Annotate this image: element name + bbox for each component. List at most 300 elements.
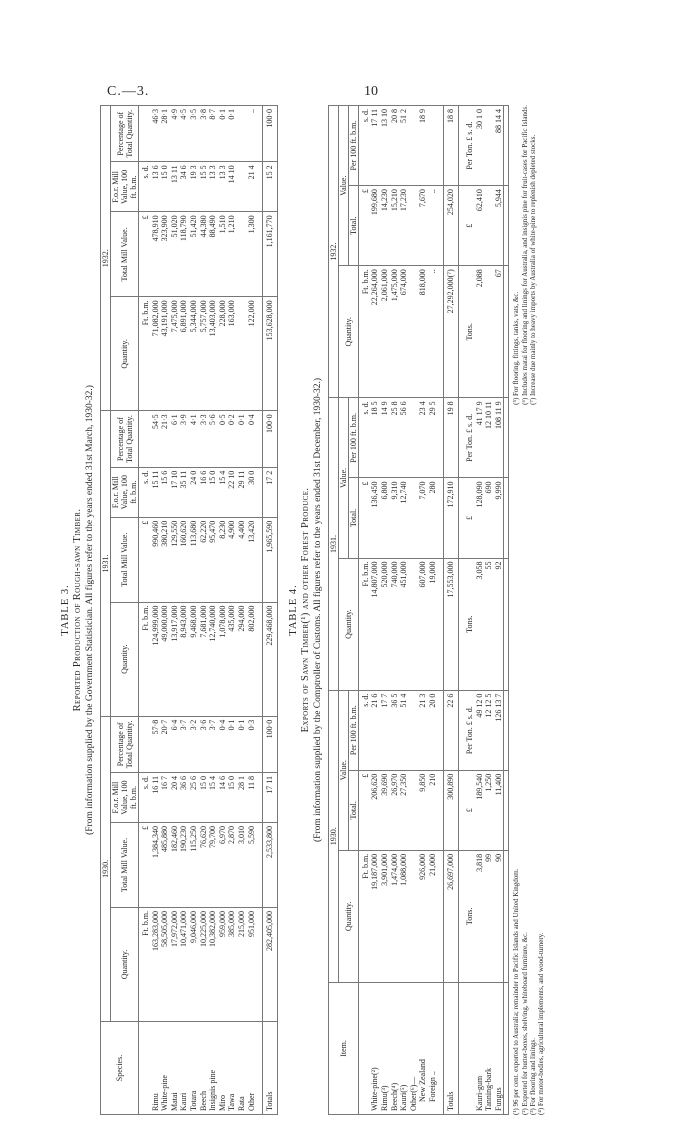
table4-cell [428,106,438,186]
table4-cell: 15,210 [390,186,400,266]
table3-cell: 30 0 [247,467,257,517]
table3-cell: 485,880 [160,823,170,908]
table3-row [151,106,161,1115]
table3-cell: 3·8 [199,106,209,162]
table3-species-header: Species. [101,1022,139,1115]
table4-cell: 30 1 0 [475,106,485,186]
table4-unit-cell: s. d. [358,106,370,186]
table4-cell: 92 [494,558,504,690]
table4-totals-row [444,106,459,1115]
table3-fob-value-header: F.o.r. Mill Value, 100 ft. b.m. [111,773,139,823]
spacer-cell [504,398,509,478]
table4-cell: 740,000 [390,558,400,690]
table3-cell: 118,790 [179,212,189,297]
table3-cell: 16 7 [160,773,170,823]
table4-cell: 41 17 9 [475,398,485,478]
table3-unit-cell [139,106,151,162]
table4-cell: 206,620 [370,770,380,850]
table3-cell: 15 11 [151,467,161,517]
table4-cell: 3,058 [475,558,485,690]
spacer-cell [504,850,509,982]
table4-unit-row-2 [465,106,475,1115]
table4-cell: 14,230 [380,186,390,266]
table3-year-1931: 1931. [101,411,111,716]
table3-cell: 8·7 [208,106,218,162]
table4-cell: 21 6 [370,690,380,770]
table3-cell: 13 3 [208,162,218,212]
table3-cell: 323,900 [160,212,170,297]
table3-cell: 21·3 [160,411,170,467]
table3-species-cell: Totara [189,1022,199,1115]
table3-cell: 57·8 [151,716,161,772]
table3-unit-cell: s. d. [139,162,151,212]
table4-item-cell: Foreign .. [428,982,438,1114]
table3-cell: 13 6 [151,162,161,212]
table3-year-1930: 1930. [101,716,111,1021]
table3-cell: .. [247,106,257,162]
table3-cell: 79,700 [208,823,218,908]
table3-cell: 6,891,000 [179,297,189,411]
table4-cell: 55 [484,558,494,690]
table4-cell [484,266,494,398]
table4-cell: 1,088,000 [399,850,409,982]
table4-cell: 49 12 0 [475,690,485,770]
table3-cell: 95,470 [208,517,218,602]
table3-cell: 122,000 [247,297,257,411]
table4-row [494,106,504,1115]
table3-cell: 190,230 [179,823,189,908]
footnote: (⁶) Includes matai for flooring and linings for Australia, and insignis pine for fruit-cases for Pacific Islands. [520,105,529,405]
table4-cell [409,266,419,398]
table4-cell: 26,697,000 [444,850,459,982]
spacer-cell [504,106,509,186]
table3-unit-row [139,106,151,1115]
table3-cell: 24 0 [189,467,199,517]
table3-cell: 3·6 [199,716,209,772]
footnote: (¹) 96 per cent. exported to Australia; remainder to Pacific Islands and United Kingdom. [512,868,521,1115]
table4-unit-cell: £ [465,186,475,266]
table4-cell [484,106,494,186]
table3-cell: 385,000 [227,907,237,1021]
table3-cell: 13 11 [170,162,180,212]
table4-cell: .. [428,186,438,266]
table3-cell: 54·5 [151,411,161,467]
table4-item-cell [465,982,475,1114]
table3 [100,105,278,1115]
table4-cell: 280 [428,478,438,558]
table3-cell: 129,550 [170,517,180,602]
table3-unit-cell: s. d. [139,467,151,517]
table3-quantity-header: Quantity. [111,907,139,1021]
table3-cell: 478,910 [151,212,161,297]
table4-cell: 3,901,000 [380,850,390,982]
table4-unit-cell: £ [358,770,370,850]
table3-number: TABLE 3. [60,584,71,636]
table4-item-cell: Rimu(³) [380,982,390,1114]
table3-cell: 160,620 [179,517,189,602]
table3-unit-cell [139,411,151,467]
table4-cell: 88 14 4 [494,106,504,186]
table3-cell: 13,403,000 [208,297,218,411]
table4-unit-cell: Ft. b.m. [358,850,370,982]
table4-cell: 520,000 [380,558,390,690]
table3-cell: 3·5 [189,106,199,162]
table4-cell: 607,000 [418,558,428,690]
table4-cell: 1,250 [484,770,494,850]
table3-cell: 76,620 [199,823,209,908]
table4-cell: 51 4 [399,690,409,770]
table4-row [418,106,428,1115]
table4-total-header: Total. [348,478,358,558]
table4-cell: 126 13 7 [494,690,504,770]
table4-cell: 690 [484,478,494,558]
table4-cell: 12 10 11 [484,398,494,478]
spacer-cell [504,266,509,398]
table4-item-cell: New Zealand [418,982,428,1114]
table3-cell: 3·7 [179,716,189,772]
table4-cell [409,186,419,266]
table4-cell: 128,090 [475,478,485,558]
table4-cell: 451,000 [399,558,409,690]
table3-cell: 29 11 [237,467,247,517]
table3-total-value-header: Total Mill Value. [111,212,139,297]
table3-cell: 71,082,000 [151,297,161,411]
table3-cell: 19 3 [189,162,199,212]
table3-cell: 6·4 [170,716,180,772]
table4-cell: 17,230 [399,186,409,266]
document-code: C.—3. [107,84,150,99]
spacer-cell [504,982,509,1114]
table3-percentage-header: Percentage of Total Quantity. [111,106,139,162]
table3-unit-cell: Ft. b.m. [139,297,151,411]
table4-item-cell: Totals [444,982,459,1114]
table4-year-1930: 1930. [328,690,338,982]
table4-value-header: Value. [338,398,348,558]
table3-species-cell: White-pine [160,1022,170,1115]
table3-cell: 51,420 [189,212,199,297]
table3-unit-cell: £ [139,823,151,908]
table4-cell: 17 11 [370,106,380,186]
table3-cell: 22 10 [227,467,237,517]
table3-cell: 17 10 [170,467,180,517]
table3-cell: 0·4 [247,411,257,467]
table4-cell [484,186,494,266]
table4-cell: 99 [484,850,494,982]
table3-cell: 17,972,000 [170,907,180,1021]
table4-cell: 36 5 [390,690,400,770]
table3-row [247,106,257,1115]
table3-cell: 9,046,000 [189,907,199,1021]
table4-cell: 56 6 [399,398,409,478]
table3-cell: 1,384,340 [151,823,161,908]
table4-unit-cell: Ft. b.m. [358,558,370,690]
table4-row [390,106,400,1115]
table4-year-1932: 1932. [328,106,338,398]
table3-unit-cell [139,716,151,772]
table3-cell: 14 10 [227,162,237,212]
table4-value-header: Value. [338,106,348,266]
table3-cell: 15 4 [218,467,228,517]
table4-number: TABLE 4. [287,584,299,636]
table3-cell: 20·7 [160,716,170,772]
spacer-cell [504,558,509,690]
table3-cell: 115,250 [189,823,199,908]
table3-cell: 36 6 [179,773,189,823]
table4-cell: 300,890 [444,770,459,850]
table3-cell: 12,740,000 [208,602,218,716]
table3-cell: 1,078,000 [218,602,228,716]
table3-cell: 5,757,000 [199,297,209,411]
table3-species-cell: Insignis pine [208,1022,218,1115]
table3-cell: 6,970 [218,823,228,908]
table4-unit-cell: Tons. [465,266,475,398]
table3-unit-cell: £ [139,517,151,602]
table3-cell: 21 4 [247,162,257,212]
table4-cell: 23 4 [418,398,428,478]
table4-cell: 12 12 5 [484,690,494,770]
table4-row [370,106,380,1115]
table3-cell: 49,000,000 [160,602,170,716]
table3-cell: 3·9 [179,411,189,467]
table3-cell: 10,382,000 [208,907,218,1021]
table3-cell: 15 4 [208,773,218,823]
table4-cell: 9,310 [390,478,400,558]
table4-cell: 1,475,000 [390,266,400,398]
table4-value-header: Value. [338,690,348,850]
table4-cell: 20 0 [428,690,438,770]
table3-cell: 1,510 [218,212,228,297]
table4-cell: 3,818 [475,850,485,982]
table3-row [179,106,189,1115]
table3-unit-cell: s. d. [139,773,151,823]
table4-cell: 2,061,000 [380,266,390,398]
table4-item-cell [358,982,370,1114]
table3-cell: 34 6 [179,162,189,212]
table4-item-cell: Kauri-gum [475,982,485,1114]
table4-cell: 27,292,000(⁷) [444,266,459,398]
table4-year-1931: 1931. [328,398,338,690]
table3-species-cell: Kauri [179,1022,189,1115]
table3-cell: 153,628,000 [263,297,278,411]
table4-cell: 7,070 [418,478,428,558]
table4-per100-header: Per 100 ft. b.m. [348,106,358,186]
footnote: (²) Exported for butter-boxes, shelving, whiteboard furniture, &c. [520,932,529,1115]
footnote: (³) For flooring and linings. [528,1038,537,1115]
table4-other-label-row [409,106,419,1115]
table3-species-cell: Beech [199,1022,209,1115]
table3-cell: 0·1 [218,106,228,162]
table3-cell: 435,000 [227,602,237,716]
table3-cell: 124,999,000 [151,602,161,716]
table3-cell: 4·9 [170,106,180,162]
table4-cell: 926,000 [418,850,428,982]
table4-cell: 19,187,000 [370,850,380,982]
table4-unit-cell: s. d. [358,690,370,770]
table4-cell: 90 [494,850,504,982]
table4-unit-cell: Tons. [465,558,475,690]
table3-species-cell: Rata [237,1022,247,1115]
table4-unit-cell: Per Ton. £ s. d. [465,398,475,478]
table4-cell: 254,020 [444,186,459,266]
table3-species-cell: Tawa [227,1022,237,1115]
table3-cell: 380,210 [160,517,170,602]
spacer-cell [504,690,509,770]
table4-cell [409,850,419,982]
table3-cell: 100·0 [263,411,278,467]
table4-cell: 210 [428,770,438,850]
table3-cell: 3·3 [199,411,209,467]
table3-cell: 951,000 [247,907,257,1021]
table4-cell [409,478,419,558]
table4-cell: 108 11 9 [494,398,504,478]
table3-cell: 100·0 [263,106,278,162]
table4-quantity-header: Quantity. [338,266,358,398]
table3-row [189,106,199,1115]
table3-cell: 44,380 [199,212,209,297]
footnote: (⁵) For flooring, fittings, tanks, vats, &c. [512,291,521,405]
table3-cell: 228,000 [218,297,228,411]
table3-cell: 163,283,000 [151,907,161,1021]
table3-cell [237,297,247,411]
table3-row [227,106,237,1115]
table3-cell: 10,225,000 [199,907,209,1021]
table3-subtitle: (From information supplied by the Government Statistician. All figures refer to the years ended 31st March, 1930-32.) [85,385,95,835]
table4-cell: 14 9 [380,398,390,478]
table4-cell: 674,000 [399,266,409,398]
table4-cell: .. [428,266,438,398]
table3-cell: 1,300 [247,212,257,297]
table4-row [428,106,438,1115]
table4-footnotes [512,105,545,1115]
table3-cell: 1,161,770 [263,212,278,297]
table4-cell [409,106,419,186]
table3-cell: 17 2 [263,467,278,517]
table3-cell: 5·6 [208,411,218,467]
table3-cell: 229,468,000 [263,602,278,716]
footnotes-left [512,869,545,1115]
table3-cell: 4,400 [237,517,247,602]
footnote: (⁷) Increase due mainly to heavy imports by Australia of white-pine to replenish depleted stocks. [528,134,537,405]
table3-cell: 802,000 [247,602,257,716]
table4-cell: 6,800 [380,478,390,558]
table4-unit-cell: Per Ton. £ s. d. [465,106,475,186]
table3-cell: 3,010 [237,823,247,908]
table3-cell: 25 6 [189,773,199,823]
table3-cell: 6·1 [170,411,180,467]
rotated-page-content [60,100,640,1120]
table4-subtitle: (From information supplied by the Comptroller of Customs. All figures refer to the years ended 31st December, 1930-32.) [312,378,323,842]
table3-cell: 51,020 [170,212,180,297]
table4-unit-cell: Tons. [465,850,475,982]
table4-unit-row [358,106,370,1115]
table3-cell: 13 3 [218,162,228,212]
table3-cell: 58,505,000 [160,907,170,1021]
table4-cell: 19,000 [428,558,438,690]
table4-cell [409,770,419,850]
table3-cell: 5,590 [247,823,257,908]
table4-cell: 1,474,000 [390,850,400,982]
table4-cell: 18 5 [370,398,380,478]
table3-fob-value-header: F.o.r. Mill Value, 100 ft. b.m. [111,467,139,517]
table3-cell: 0·1 [227,716,237,772]
table4-item-cell: Fungus [494,982,504,1114]
table3-cell: 7,681,000 [199,602,209,716]
table3-cell: 113,680 [189,517,199,602]
table3-species-cell: Other [247,1022,257,1115]
table3-cell: 3·2 [189,716,199,772]
table3-unit-cell: £ [139,212,151,297]
table3-cell: 1,965,590 [263,517,278,602]
table3-cell: 15 2 [263,162,278,212]
table3-fob-value-header: F.o.r. Mill Value, 100 ft. b.m. [111,162,139,212]
table3-cell: 2,870 [227,823,237,908]
spacer-cell [504,478,509,558]
table3-cell: 1,210 [227,212,237,297]
footnotes-right [512,105,545,405]
table3-cell: 2,533,800 [263,823,278,908]
table3-row [160,106,170,1115]
table4-cell: 12,740 [399,478,409,558]
table3-cell: 294,000 [237,602,247,716]
table3-cell: 4·5 [179,106,189,162]
table3-cell: 959,000 [218,907,228,1021]
table3-cell: 100·0 [263,716,278,772]
table3-cell: 88,490 [208,212,218,297]
table4-cell: 25 8 [390,398,400,478]
table3-cell: 215,000 [237,907,247,1021]
table4-item-cell: Kauri(⁵) [399,982,409,1114]
table3-cell: 16 6 [199,467,209,517]
table4-cell: 22,264,000 [370,266,380,398]
table3-cell: 14 6 [218,773,228,823]
table3-cell: 15 0 [227,773,237,823]
table4-cell: 29 5 [428,398,438,478]
table3-cell: 15 0 [160,162,170,212]
table4-item-cell: Other(⁶)— [409,982,419,1114]
table4-row [475,106,485,1115]
table4-cell: 13 10 [380,106,390,186]
footnote: (⁴) For motor-bodies, agricultural implements, and wood-turnery. [537,932,546,1115]
table3-cell: 0·4 [218,716,228,772]
table3-cell: 0·2 [227,411,237,467]
table3-percentage-header: Percentage of Total Quantity. [111,716,139,772]
table4-cell: 22 6 [444,690,459,770]
table4-unit-cell: Per Ton. £ s. d. [465,690,475,770]
table4-cell [409,558,419,690]
table4-unit-cell: £ [358,478,370,558]
spacer-cell [504,770,509,850]
table4-cell: 818,000 [418,266,428,398]
table4-unit-cell: Ft. b.m. [358,266,370,398]
table3-species-cell: Miro [218,1022,228,1115]
table4-row [484,106,494,1115]
table4-unit-cell: s. d. [358,398,370,478]
table4-total-header: Total. [348,186,358,266]
table4-cell: 18 9 [418,106,428,186]
table3-cell: 282,405,000 [263,907,278,1021]
table4-cell: 2,088 [475,266,485,398]
table4-unit-cell: £ [358,186,370,266]
table4-cell: 9,990 [494,478,504,558]
table3-cell: 0·1 [227,106,237,162]
table4-cell: 18 8 [444,106,459,186]
table3-unit-cell: Ft. b.m. [139,602,151,716]
table3-species-cell: Rimu [151,1022,161,1115]
table4-cell: 51 2 [399,106,409,186]
table3-cell: 62,220 [199,517,209,602]
table4-cell [409,398,419,478]
table4-item-header: Item. [328,982,358,1114]
